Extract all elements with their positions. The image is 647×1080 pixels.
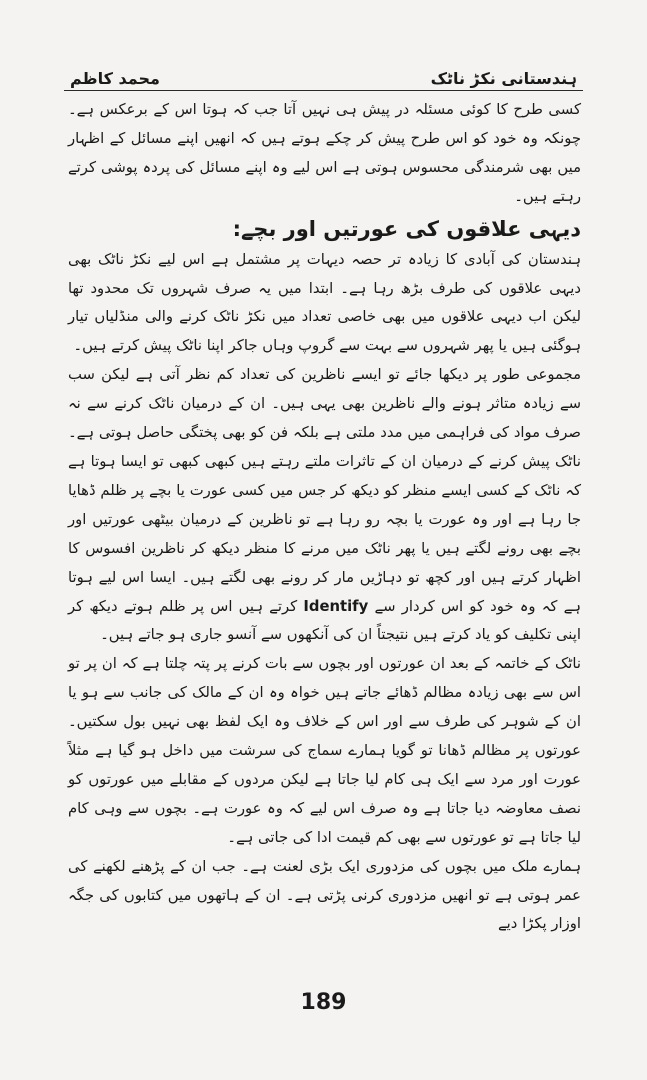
paragraph-5: ہمارے ملک میں بچوں کی مزدوری ایک بڑی لعنت ہے۔ جب ان کے پڑھنے لکھنے کی عمر ہوتی ہے تو انھیں مزدوری کرنی پڑتی ہے۔ ان کے ہاتھوں میں کتابوں کی جگہ اوزار پکڑا دیے	[68, 857, 581, 933]
identify-term: Identify	[303, 597, 369, 615]
page-number: 189	[300, 990, 347, 1015]
running-header	[70, 60, 577, 88]
paragraph-3-part-b: کرتے ہیں اس پر ظلم ہوتے دیکھ کر اپنی تکلیف کو یاد کرتے ہیں نتیجتاً ان کی آنکھوں سے آنسو جاری ہو جاتے ہیں۔	[68, 597, 581, 644]
author-name: محمد کاظم	[70, 69, 160, 88]
header-rule	[64, 90, 583, 91]
paragraph-1: کسی طرح کا کوئی مسئلہ در پیش ہی نہیں آتا جب کہ ہوتا اس کے برعکس ہے۔ چونکہ وہ خود کو اس طرح پیش کر چکے ہوتے ہیں کہ انھیں اپنے مسائل کے اظہار میں بھی شرمندگی محسوس ہوتی ہے اس لیے وہ اپنے مسائل کی پردہ پوشی کرتے رہتے ہیں۔	[68, 101, 581, 205]
paragraph-4: ناٹک کے خاتمہ کے بعد ان عورتوں اور بچوں سے بات کرنے پر پتہ چلتا ہے کہ ان پر تو اس سے بھی زیادہ مظالم ڈھائے جاتے ہیں خواہ وہ ان کے مالک کی جانب سے ہو یا ان کے شوہر کی طرف سے اور اس کے خلاف وہ ایک لفظ بھی نہیں بول سکتیں۔ عورتوں پر مظالم ڈھانا تو گویا ہمارے سماج کی سرشت میں داخل ہو گیا ہے مثلاً عورت اور مرد سے ایک ہی کام لیا جاتا ہے لیکن مردوں کے مقابلے میں عورتوں کو نصف معاوضہ دیا جاتا ہے وہ صرف اس لیے کہ وہ عورت ہے۔ بچوں سے وہی کام لیا جاتا ہے تو عورتوں سے بھی کم قیمت ادا کی جاتی ہے۔	[68, 655, 581, 846]
section-heading: دیہی علاقوں کی عورتیں اور بچے:	[232, 216, 581, 241]
paragraph-2: ہندستان کی آبادی کا زیادہ تر حصہ دیہات پر مشتمل ہے اس لیے نکڑ ناٹک بھی دیہی علاقوں کی طرف بڑھ رہا ہے۔ ابتدا میں یہ صرف شہروں تک محدود تھا لیکن اب دیہی علاقوں میں بھی خاصی تعداد میں نکڑ ناٹک کرنے والی منڈلیاں تیار ہوگئی ہیں یا پھر شہروں سے بہت سے گروپ وہاں جاکر اپنا ناٹک پیش کرتے ہیں۔	[68, 250, 581, 355]
paragraph-3-part-a: مجموعی طور پر دیکھا جائے تو ایسے ناظرین کی تعداد کم نظر آتی ہے لیکن سب سے زیادہ متاثر ہونے والے ناظرین بھی یہی ہیں۔ ان کے درمیان ناٹک کرنے سے نہ صرف مواد کی فراہمی میں مدد ملتی ہے بلکہ فن کو بھی پختگی حاصل ہوتی ہے۔ ناٹک پیش کرنے کے درمیان ان کے تاثرات ملتے رہتے ہیں کبھی کبھی تو ایسا ہوتا ہے کہ ناٹک کے کسی ایسے منظر کو دیکھ کر جس میں کسی عورت یا بچے پر ظلم ڈھایا جا رہا ہے اور وہ عورت یا بچہ رو رہا ہے تو ناظرین کے درمیان بیٹھی عورتیں اور بچے بھی رونے لگتے ہیں یا پھر ناٹک میں مرنے کا منظر دیکھ کر ناظرین افسوس کا اظہار کرتے ہیں اور کچھ تو دہاڑیں مار کر رونے بھی لگتے ہیں۔ ایسا اس لیے ہوتا ہے کہ وہ خود کو اس کردار سے	[68, 366, 581, 615]
book-title: ہندستانی نکڑ ناٹک	[430, 69, 577, 88]
paragraph-3	[68, 361, 581, 650]
page-body	[68, 96, 581, 985]
